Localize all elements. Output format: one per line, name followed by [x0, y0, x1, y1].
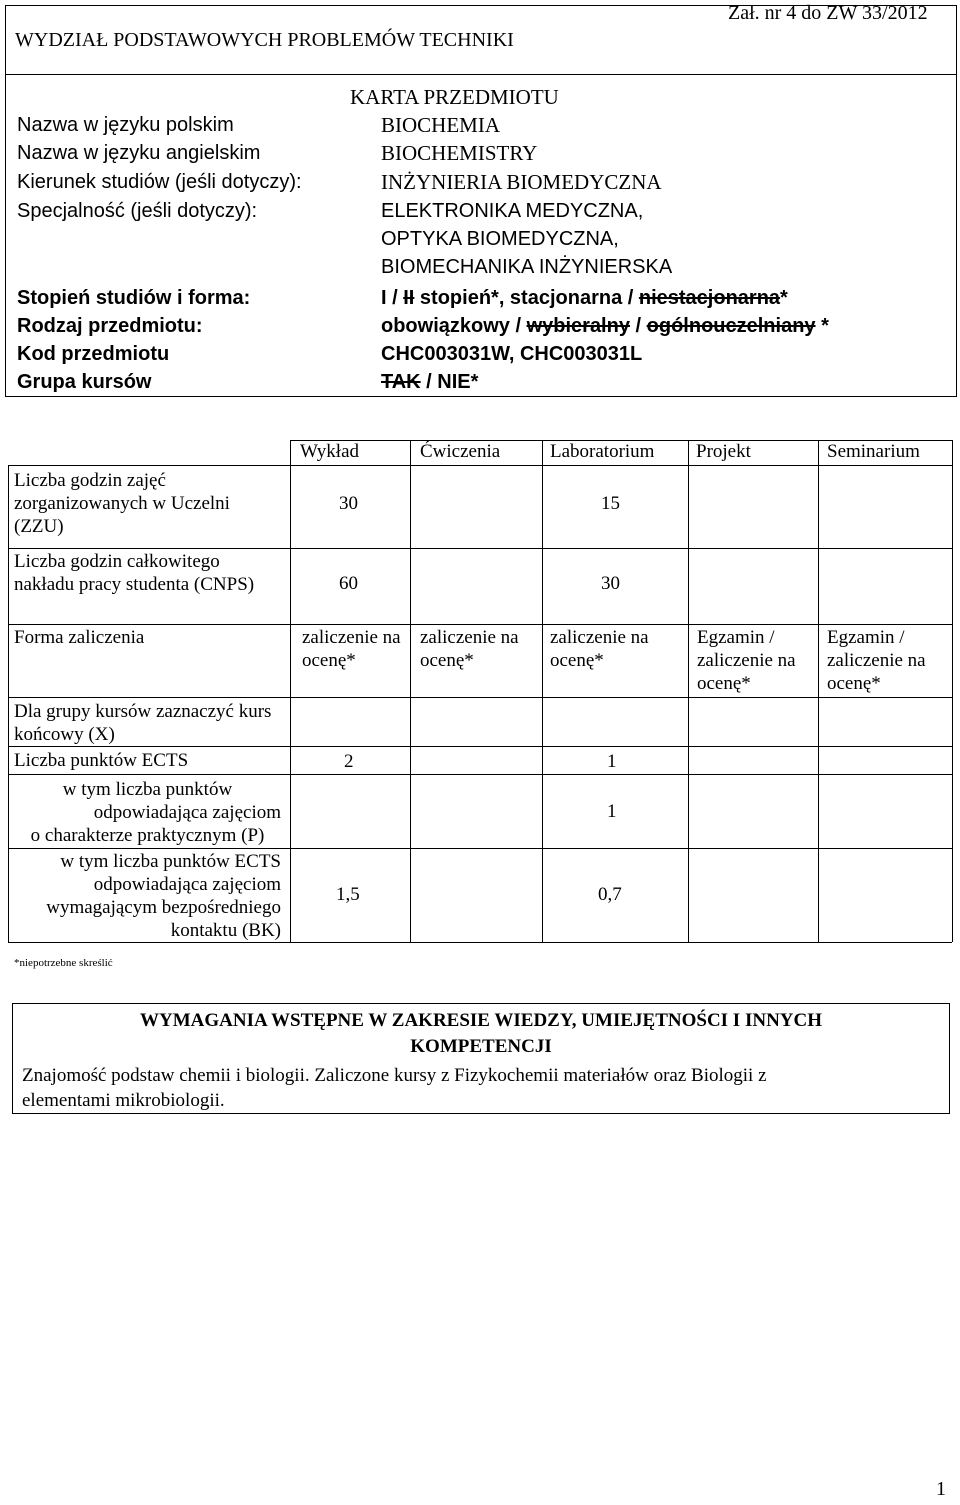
col-header-laboratorium: Laboratorium [550, 441, 655, 462]
page-number: 1 [936, 1478, 946, 1500]
ects-laboratorium: 1 [607, 751, 617, 772]
col-header-wyklad: Wykład [300, 441, 360, 462]
type-part-2-struck: wybieralny [526, 315, 630, 337]
bk-line-4: kontaktu (BK) [170, 920, 281, 941]
label-name-pl: Nazwa w języku polskim [17, 114, 234, 136]
requirements-title-2: KOMPETENCJI [410, 1036, 552, 1057]
row-label-zzu: Liczba godzin zajęć zorganizowanych w Uczelni (ZZU) [14, 470, 230, 537]
practical-line-2: odpowiadająca zajęciom [93, 802, 281, 823]
table-line-final [8, 746, 952, 747]
table-line-cnps [8, 624, 952, 625]
value-level [381, 287, 788, 310]
requirements-text-1: Znajomość podstaw chemii i biologii. Zaliczone kursy z Fizykochemii materiałów oraz Biologii z [22, 1065, 767, 1086]
forma-wyklad: zaliczenie na ocenę* [302, 627, 401, 671]
label-type: Rodzaj przedmiotu: [17, 315, 203, 337]
col-header-seminarium: Seminarium [827, 441, 920, 462]
table-line-header [8, 465, 952, 466]
level-part-5: * [780, 287, 788, 309]
value-group [381, 371, 478, 394]
card-title: KARTA PRZEDMIOTU [350, 85, 559, 109]
table-col-6 [952, 440, 953, 942]
table-col-2 [410, 440, 411, 942]
value-code: CHC003031W, CHC003031L [381, 343, 643, 365]
header-divider [5, 74, 957, 75]
level-part-1: I / [381, 287, 404, 309]
practical-laboratorium: 1 [607, 801, 617, 822]
type-part-1: obowiązkowy / [381, 315, 527, 337]
forma-laboratorium: zaliczenie na ocenę* [550, 627, 649, 671]
row-label-forma: Forma zaliczenia [14, 627, 145, 648]
bk-line-3: wymagającym bezpośredniego [46, 897, 281, 918]
forma-seminarium: Egzamin / zaliczenie na ocenę* [827, 627, 926, 694]
value-name-pl: BIOCHEMIA [381, 113, 500, 137]
group-part-1-struck: TAK [381, 371, 421, 393]
faculty-name: WYDZIAŁ PODSTAWOWYCH PROBLEMÓW TECHNIKI [15, 29, 514, 51]
row-label-practical [14, 778, 281, 847]
value-field: INŻYNIERIA BIOMEDYCZNA [381, 170, 662, 194]
level-part-4-struck: niestacjonarna [638, 287, 781, 309]
requirements-text-2: elementami mikrobiologii. [22, 1090, 225, 1111]
practical-line-3: o charakterze praktycznym (P) [30, 825, 265, 846]
bk-wyklad: 1,5 [336, 884, 360, 905]
cnps-laboratorium: 30 [601, 573, 620, 594]
bk-line-2: odpowiadająca zajęciom [93, 874, 281, 895]
type-part-3: / [629, 315, 647, 337]
footnote: *niepotrzebne skreślić [14, 957, 113, 969]
table-line-bottom [8, 942, 952, 943]
level-part-3: stopień*, stacjonarna / [414, 287, 639, 309]
label-field: Kierunek studiów (jeśli dotyczy): [17, 171, 302, 193]
table-line-practical [8, 848, 952, 849]
table-col-3 [542, 440, 543, 942]
type-part-4-struck: ogólnouczelniany [646, 315, 816, 337]
row-label-cnps: Liczba godzin całkowitego nakładu pracy studenta (CNPS) [14, 551, 255, 595]
label-code: Kod przedmiotu [17, 343, 170, 365]
level-part-2-struck: II [403, 287, 415, 309]
zzu-wyklad: 30 [339, 493, 358, 514]
table-line-ects [8, 774, 952, 775]
group-part-2: / NIE* [420, 371, 479, 393]
label-group: Grupa kursów [17, 371, 152, 393]
table-line-zzu [8, 548, 952, 549]
row-label-bk [14, 850, 281, 942]
practical-line-1: w tym liczba punktów [62, 779, 233, 800]
bk-line-1: w tym liczba punktów ECTS [60, 851, 281, 872]
label-level: Stopień studiów i forma: [17, 287, 251, 309]
col-header-projekt: Projekt [696, 441, 751, 462]
table-col-0 [8, 465, 9, 942]
attachment-label: Zał. nr 4 do ZW 33/2012 [728, 2, 928, 24]
label-name-en: Nazwa w języku angielskim [17, 142, 261, 164]
forma-projekt: Egzamin / zaliczenie na ocenę* [697, 627, 796, 694]
bk-laboratorium: 0,7 [598, 884, 622, 905]
table-col-5 [818, 440, 819, 942]
requirements-title-1: WYMAGANIA WSTĘPNE W ZAKRESIE WIEDZY, UMIEJĘTNOŚCI I INNYCH [139, 1010, 823, 1031]
row-label-ects: Liczba punktów ECTS [14, 750, 189, 771]
forma-cwiczenia: zaliczenie na ocenę* [420, 627, 519, 671]
col-header-cwiczenia: Ćwiczenia [420, 441, 501, 462]
value-specialty-2: OPTYKA BIOMEDYCZNA, [381, 228, 619, 250]
table-col-4 [688, 440, 689, 942]
zzu-laboratorium: 15 [601, 493, 620, 514]
value-specialty-1: ELEKTRONIKA MEDYCZNA, [381, 200, 644, 222]
row-label-final-course: Dla grupy kursów zaznaczyć kurs końcowy (X) [14, 701, 272, 745]
value-specialty-3: BIOMECHANIKA INŻYNIERSKA [381, 256, 673, 278]
label-specialty: Specjalność (jeśli dotyczy): [17, 200, 258, 222]
value-name-en: BIOCHEMISTRY [381, 141, 538, 165]
type-part-5: * [815, 315, 829, 337]
ects-wyklad: 2 [344, 751, 354, 772]
value-type [381, 315, 829, 338]
table-col-1 [290, 440, 291, 942]
table-line-forma [8, 697, 952, 698]
cnps-wyklad: 60 [339, 573, 358, 594]
